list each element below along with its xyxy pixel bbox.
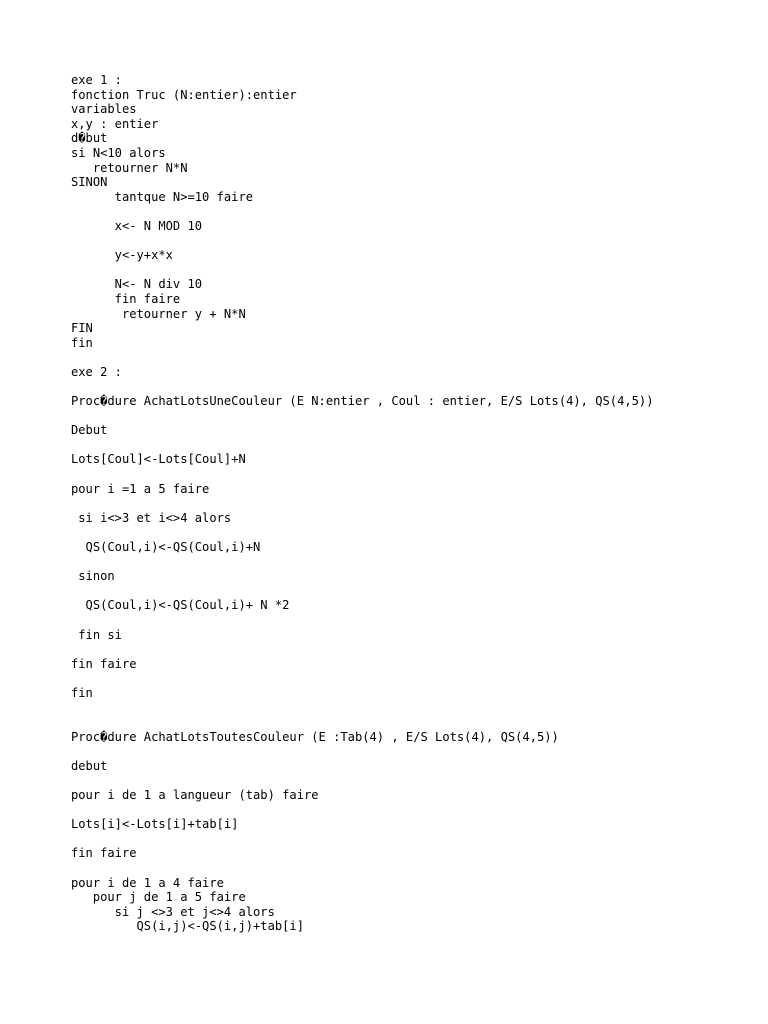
text-line: Proc�dure AchatLotsUneCouleur (E N:entier , Coul : entier, E/S Lots(4), QS(4,5)) <box>71 394 654 409</box>
text-line: QS(i,j)<-QS(i,j)+tab[i] <box>71 919 304 934</box>
text-line <box>71 467 751 482</box>
text-line: fonction Truc (N:entier):entier <box>71 87 297 102</box>
text-line: fin faire <box>71 291 181 306</box>
text-line <box>71 613 751 628</box>
text-line <box>71 555 751 570</box>
text-line: Lots[Coul]<-Lots[Coul]+N <box>71 452 246 467</box>
text-line: debut <box>71 758 108 773</box>
text-line: FIN <box>71 321 93 336</box>
text-line <box>71 861 751 876</box>
text-line: fin faire <box>71 656 137 671</box>
text-line <box>71 409 751 424</box>
text-line <box>71 496 751 511</box>
text-line: pour j de 1 a 5 faire <box>71 890 246 905</box>
text-line: exe 1 : <box>71 73 122 87</box>
text-line: pour i =1 a 5 faire <box>71 481 210 496</box>
text-line: SINON <box>71 175 108 190</box>
text-line: fin <box>71 335 93 350</box>
text-line <box>71 438 751 453</box>
text-line <box>71 715 751 730</box>
text-line: Lots[i]<-Lots[i]+tab[i] <box>71 817 239 832</box>
text-line: fin <box>71 685 93 700</box>
text-line: Proc�dure AchatLotsToutesCouleur (E :Tab(4) , E/S Lots(4), QS(4,5)) <box>71 729 559 744</box>
text-line: sinon <box>71 569 115 584</box>
text-line <box>71 803 751 818</box>
text-line <box>71 350 751 365</box>
text-line: si N<10 alors <box>71 145 166 160</box>
text-line: QS(Coul,i)<-QS(Coul,i)+ N *2 <box>71 598 290 613</box>
text-line <box>71 671 751 686</box>
text-line <box>71 701 751 716</box>
text-line <box>71 525 751 540</box>
text-line <box>71 234 751 249</box>
text-line: tantque N>=10 faire <box>71 189 254 204</box>
text-line <box>71 744 751 759</box>
text-line <box>71 584 751 599</box>
text-line: N<- N div 10 <box>71 277 203 292</box>
text-line: y<-y+x*x <box>71 248 173 263</box>
text-line <box>71 832 751 847</box>
text-line: retourner N*N <box>71 160 188 175</box>
text-line: variables <box>71 102 137 117</box>
text-line: exe 2 : <box>71 364 122 379</box>
text-line <box>71 263 751 278</box>
text-line: si i<>3 et i<>4 alors <box>71 510 232 525</box>
text-line <box>71 204 751 219</box>
text-line: Debut <box>71 423 108 438</box>
text-line: QS(Coul,i)<-QS(Coul,i)+N <box>71 540 261 554</box>
text-line: fin faire <box>71 846 137 861</box>
text-line <box>71 642 751 657</box>
text-line: x,y : entier <box>71 116 159 131</box>
document-body <box>71 73 751 934</box>
text-line <box>71 379 751 394</box>
text-line: x<- N MOD 10 <box>71 218 203 233</box>
text-line: d�but <box>71 131 108 146</box>
text-line: pour i de 1 a langueur (tab) faire <box>71 788 319 803</box>
text-line: fin si <box>71 627 122 642</box>
text-line: si j <>3 et j<>4 alors <box>71 904 275 919</box>
text-line: retourner y + N*N <box>71 306 246 321</box>
text-line: pour i de 1 a 4 faire <box>71 875 224 890</box>
text-line <box>71 774 751 789</box>
